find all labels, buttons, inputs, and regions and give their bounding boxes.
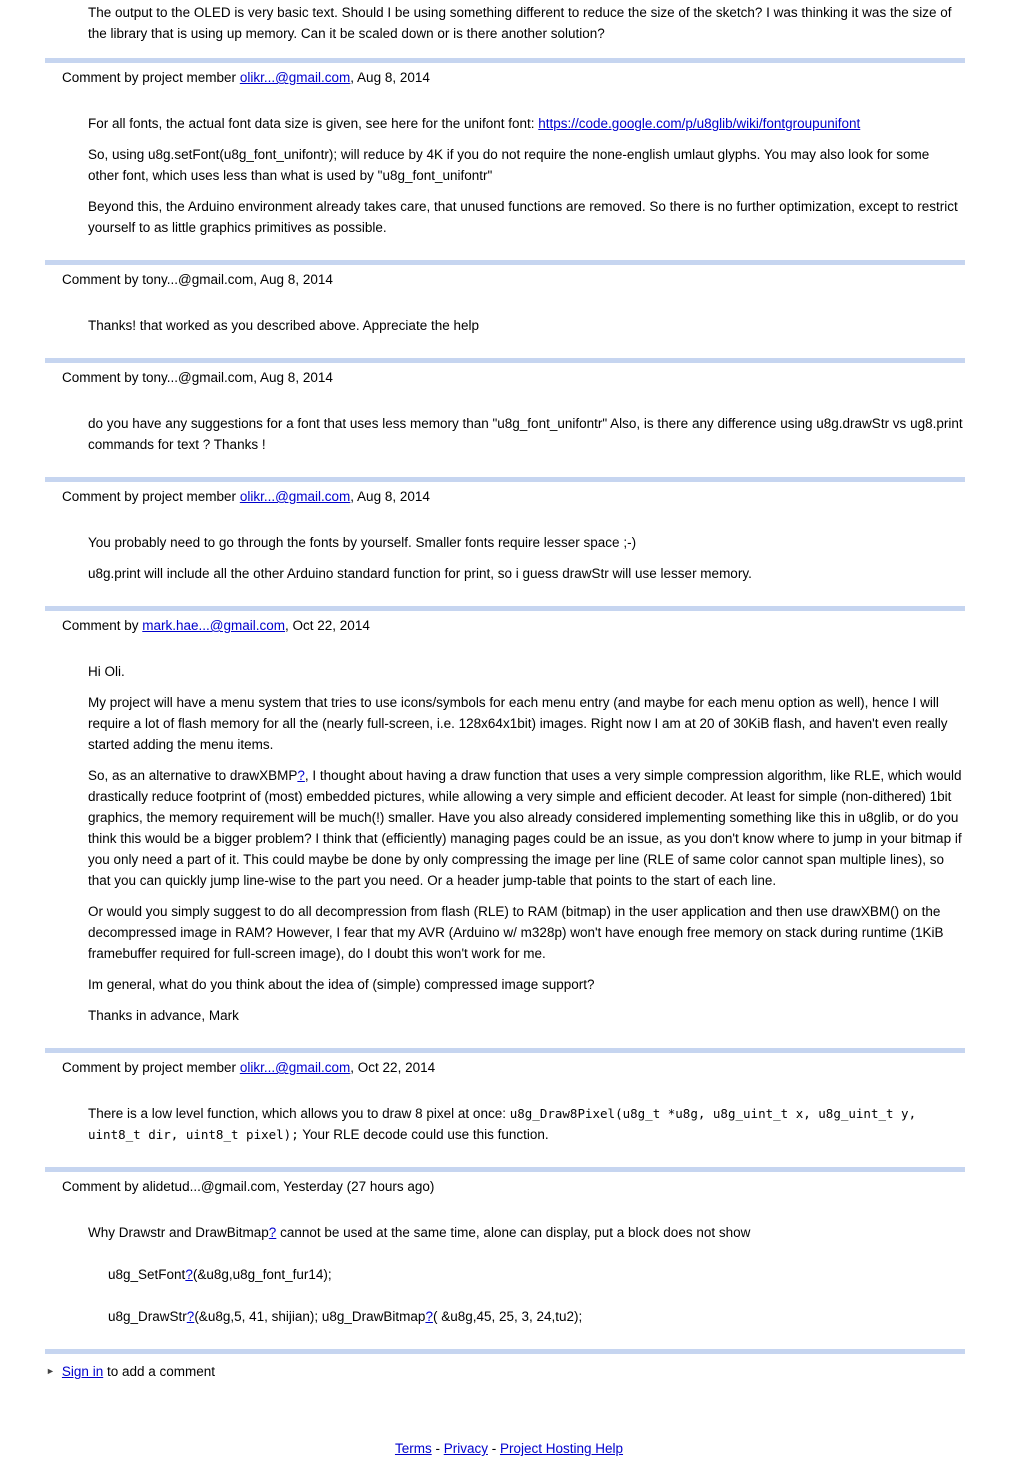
text-run: You probably need to go through the fonts by yourself. Smaller fonts require lesser space ;-) [88,535,637,550]
terms-link[interactable]: Terms [394,1441,432,1456]
comment-paragraph [88,532,963,553]
comment-by-text: Comment by [62,272,143,287]
comment-header [62,67,1018,88]
privacy-link[interactable]: Privacy [443,1441,488,1456]
comment-paragraph [88,1222,963,1243]
commenter-email: tony...@gmail.com [142,272,254,287]
commenter-email-link[interactable]: mark.hae...@gmail.com [142,618,286,633]
project-hosting-help-link[interactable]: Project Hosting Help [499,1441,624,1456]
comment-date: , Yesterday (27 hours ago) [276,1179,435,1194]
bullet-arrow-icon: ► [46,1366,55,1376]
comment-date: , Oct 22, 2014 [285,618,370,633]
comment [0,1167,1018,1327]
fontgroupunifont-url-link[interactable]: https://code.google.com/p/u8glib/wiki/fontgroupunifont [538,116,861,131]
comment-paragraph [88,1306,963,1327]
comment-body [88,113,963,238]
comment-divider [45,606,965,611]
comment-by-text: Comment by [62,370,143,385]
comment-date: , Oct 22, 2014 [350,1060,436,1075]
comment-paragraph [88,413,963,455]
comment-by-text: Comment by [62,1179,143,1194]
text-run: Your RLE decode could use this function. [298,1127,549,1142]
comment-body [88,315,963,336]
comment-date: , Aug 8, 2014 [253,272,333,287]
comment-by-text: Comment by [62,618,143,633]
comment-date: , Aug 8, 2014 [253,370,333,385]
comment [0,606,1018,1026]
commenter-email-link[interactable]: olikr...@gmail.com [239,70,351,85]
wiki-question-link[interactable]: ? [425,1309,433,1324]
comment-paragraph [88,692,963,755]
comment-paragraph [88,563,963,584]
text-run: ( &u8g,45, 25, 3, 24,tu2); [432,1309,583,1324]
comment-body [88,532,963,584]
comment-paragraph [88,196,963,238]
comment-paragraph [88,315,963,336]
text-run: Thanks in advance, Mark [88,1008,239,1023]
comment-paragraph [88,765,963,891]
comment-header [62,615,1018,636]
footer-separator: - [487,1441,500,1456]
comment-paragraph [88,974,963,995]
commenter-email: tony...@gmail.com [142,370,254,385]
comment-divider [45,1048,965,1053]
sign-in-link[interactable]: Sign in [61,1364,104,1379]
comment-paragraph [88,1264,963,1285]
comment-body [88,661,963,1026]
comment-by-text: Comment by project member [62,70,240,85]
wiki-question-link[interactable]: ? [268,1225,277,1240]
text-run: , I thought about having a draw function that uses a very simple compression algorithm, like RLE, which would drastically reduce footprint of (most) embedded pictures, while allowing a very simple and efficient decoder. At least for simple (non-dithered) 1bit graphics, the memory requirement will be much(!) smaller. Have you also already considered implementing something like this in u8glib, or do you think this would be a bigger problem? I think that (efficiently) managing pages could be an issue, as you don't know where to jump in your bitmap if you only need a part of it. This could maybe be done by only compressing the image per line (RLE of same color cannot span multiple lines), so that you can quickly jump line-wise to the part you need. Or a header jump-table that points to the start of each line. [88,768,962,888]
comment-paragraph [88,1005,963,1026]
comment-by-text: Comment by project member [62,489,240,504]
comment-header [62,1057,1018,1078]
text-run: Hi Oli. [88,664,125,679]
comment-paragraph [88,1103,963,1145]
comment-paragraph: The output to the OLED is very basic text. Should I be using something different to reduce the size of the sketch? I was thinking it was the size of the library that is using up memory. Can it be scaled down or is there another solution? [88,5,952,41]
text-run: So, as an alternative to drawXBMP [88,768,298,783]
inline-code: u8g_Draw8Pixel(u8g_t *u8g, u8g_uint_t x, u8g_uint_t y, uint8_t dir, uint8_t pixel); [88,1106,917,1142]
comment-body [88,1222,963,1327]
comment-divider [45,1167,965,1172]
comment-body [88,413,963,455]
wiki-question-link[interactable]: ? [297,768,305,783]
commenter-email: alidetud...@gmail.com [142,1179,277,1194]
text-run: u8g_DrawStr [108,1309,187,1324]
footer [0,1438,1018,1459]
text-run: My project will have a menu system that tries to use icons/symbols for each menu entry (and maybe for each menu option as well), hence I will require a lot of flash memory for all the (nearly full-screen, i.e. 128x64x1bit) images. Right now I am at 20 of 30KiB flash, and haven't even really started adding the menu items. [88,695,948,752]
comments-list [0,58,1018,1327]
comment-paragraph [88,144,963,186]
comment-paragraph [88,661,963,682]
comment-by-text: Comment by project member [62,1060,240,1075]
comment-paragraph [88,113,963,134]
comment-divider [45,260,965,265]
text-run: Beyond this, the Arduino environment already takes care, that unused functions are removed. So there is no further optimization, except to restrict yourself to as little graphics primitives as possible. [88,199,958,235]
comment-header [62,367,1018,388]
text-run: cannot be used at the same time, alone can display, put a block does not show [276,1225,751,1240]
comment-divider [45,358,965,363]
text-run: Im general, what do you think about the idea of (simple) compressed image support? [88,977,595,992]
comment [0,260,1018,336]
text-run: Or would you simply suggest to do all decompression from flash (RLE) to RAM (bitmap) in the user application and then use drawXBM() on the decompressed image in RAM? However, I fear that my AVR (Arduino w/ m328p) won't have enough free memory on stack during runtime (1KiB framebuffer required for full-screen image), do I doubt this won't work for me. [88,904,944,961]
comment-date: , Aug 8, 2014 [350,70,430,85]
text-run: (&u8g,5, 41, shijian); u8g_DrawBitmap [194,1309,426,1324]
text-run: For all fonts, the actual font data size is given, see here for the unifont font: [88,116,539,131]
comment-header [62,269,1018,290]
text-run: u8g_SetFont [108,1267,186,1282]
comment-divider [45,58,965,63]
comment [0,358,1018,455]
comment-date: , Aug 8, 2014 [350,489,430,504]
text-run: do you have any suggestions for a font that uses less memory than "u8g_font_unifontr" Also, is there any difference using u8g.drawStr vs ug8.print commands for text ? Thanks ! [88,416,963,452]
comment-header [62,1176,1018,1197]
text-run: There is a low level function, which allows you to draw 8 pixel at once: [88,1106,510,1121]
wiki-question-link[interactable]: ? [185,1267,193,1282]
text-run: So, using u8g.setFont(u8g_font_unifontr); will reduce by 4K if you do not require the none-english umlaut glyphs. You may also look for some other font, which uses less than what is used by "u8g_font_unifontr" [88,147,930,183]
footer-separator: - [431,1441,444,1456]
text-run: (&u8g,u8g_font_fur14); [192,1267,332,1282]
text-run: u8g.print will include all the other Arduino standard function for print, so i guess drawStr will use lesser memory. [88,566,752,581]
comment-paragraph [88,901,963,964]
signin-suffix-text: to add a comment [103,1364,216,1379]
comment-body [88,1103,963,1145]
comment-divider [45,477,965,482]
comment [0,477,1018,584]
signin-divider [45,1349,965,1354]
comment [0,1048,1018,1145]
commenter-email-link[interactable]: olikr...@gmail.com [239,1060,351,1075]
wiki-question-link[interactable]: ? [186,1309,195,1324]
text-run: Why Drawstr and DrawBitmap [88,1225,269,1240]
comment-header [62,486,1018,507]
commenter-email-link[interactable]: olikr...@gmail.com [239,489,351,504]
signin-row [46,1361,1018,1382]
text-run: Thanks! that worked as you described above. Appreciate the help [88,318,479,333]
comment [0,58,1018,238]
